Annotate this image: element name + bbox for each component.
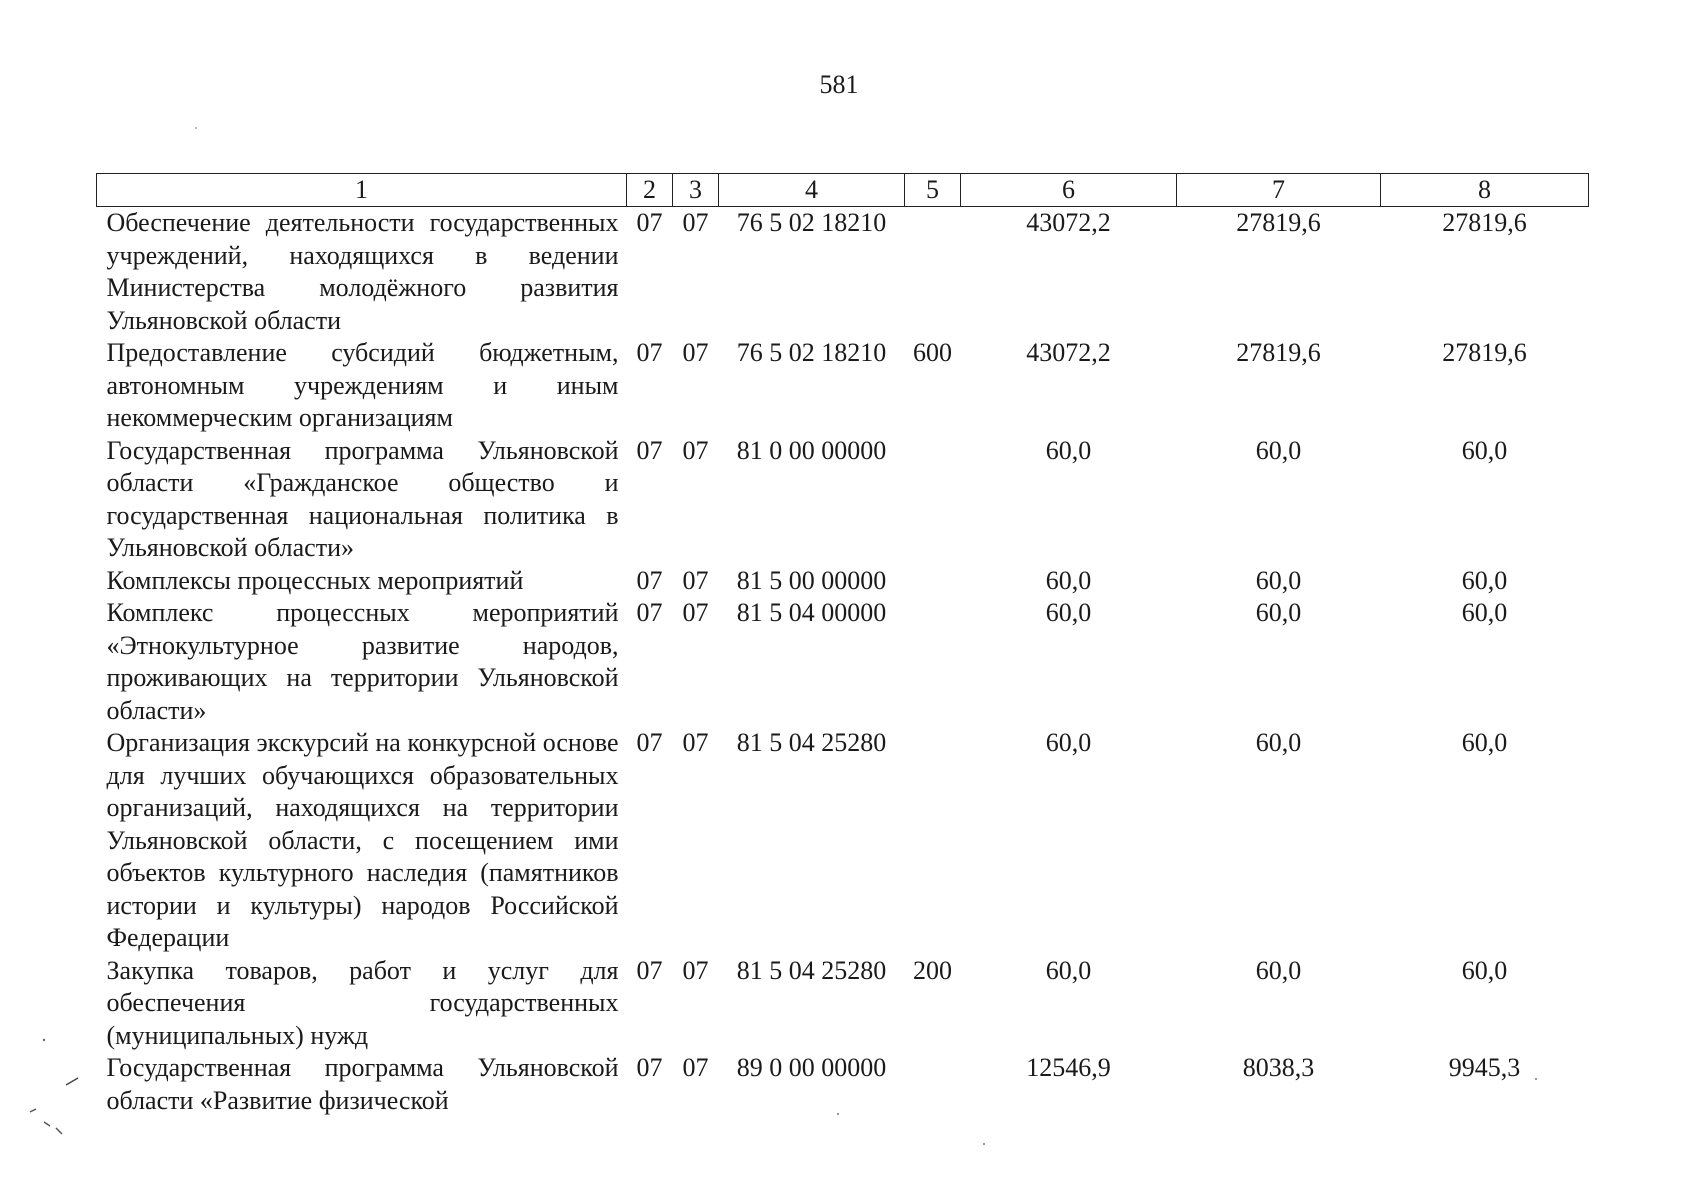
expense-type-code <box>905 1052 961 1117</box>
table-row <box>97 207 1589 338</box>
amount-col6: 60,0 <box>1045 728 1092 757</box>
item-name: Обеспечение деятельности государственных учреждений, находящихся в ведении Министерства молодёжного развития Ульяновской области <box>106 208 619 335</box>
target-article-code: 81 5 04 25280 <box>736 728 887 757</box>
amount-col7: 60,0 <box>1255 598 1302 627</box>
table-row <box>97 1052 1589 1117</box>
item-name: Комплекс процессных мероприятий «Этнокультурное развитие народов, проживающих на территории Ульяновской области» <box>106 598 619 725</box>
section-code: 07 <box>636 435 663 465</box>
amount-col7: 8038,3 <box>1242 1053 1315 1082</box>
column-header: 8 <box>1381 174 1589 207</box>
section-code: 07 <box>636 1053 663 1082</box>
amount-col7: 27819,6 <box>1236 338 1321 367</box>
amount-col6: 60,0 <box>1045 435 1092 465</box>
section-code: 07 <box>636 955 663 985</box>
column-header: 4 <box>719 174 905 207</box>
target-article-code: 76 5 02 18210 <box>736 338 887 367</box>
section-code: 07 <box>636 598 663 627</box>
item-name: Комплексы процессных мероприятий <box>106 565 524 595</box>
item-name: Закупка товаров, работ и услуг для обеспечения государственных (муниципальных) нужд <box>106 955 619 1050</box>
amount-col6: 43072,2 <box>1026 208 1111 237</box>
target-article-code: 76 5 02 18210 <box>736 208 887 237</box>
amount-col6: 60,0 <box>1045 955 1092 985</box>
amount-col8: 60,0 <box>1461 598 1508 627</box>
subsection-code: 07 <box>682 955 709 985</box>
amount-col8: 60,0 <box>1461 435 1508 465</box>
column-header: 2 <box>627 174 673 207</box>
table-row <box>97 565 1589 598</box>
amount-col8: 60,0 <box>1461 955 1508 985</box>
amount-col8: 60,0 <box>1461 565 1508 595</box>
amount-col7: 60,0 <box>1255 728 1302 757</box>
amount-col6: 60,0 <box>1045 598 1092 627</box>
section-code: 07 <box>636 208 663 237</box>
target-article-code: 81 0 00 00000 <box>736 435 887 465</box>
amount-col8: 9945,3 <box>1448 1053 1521 1082</box>
amount-col8: 27819,6 <box>1442 208 1527 237</box>
column-header: 3 <box>673 174 719 207</box>
target-article-code: 81 5 00 00000 <box>736 565 887 595</box>
subsection-code: 07 <box>682 1053 709 1082</box>
scan-speck <box>195 127 197 129</box>
subsection-code: 07 <box>682 565 709 595</box>
amount-col7: 27819,6 <box>1236 208 1321 237</box>
table-row <box>97 727 1589 955</box>
expense-type-code: 600 <box>913 338 952 367</box>
amount-col6: 60,0 <box>1045 565 1092 595</box>
amount-col7: 60,0 <box>1255 435 1302 465</box>
column-header: 7 <box>1177 174 1381 207</box>
table-row <box>97 597 1589 727</box>
expense-type-code <box>905 565 961 598</box>
scan-speck <box>44 1122 50 1126</box>
page-number: 581 <box>819 70 859 99</box>
scan-speck <box>56 1128 62 1134</box>
budget-table <box>96 173 1589 1117</box>
column-header: 1 <box>97 174 627 207</box>
subsection-code: 07 <box>682 598 709 627</box>
scan-speck <box>983 1143 985 1145</box>
table-row <box>97 955 1589 1053</box>
table-row <box>97 435 1589 565</box>
expense-type-code <box>905 435 961 565</box>
subsection-code: 07 <box>682 338 709 367</box>
amount-col7: 60,0 <box>1255 955 1302 985</box>
scan-speck <box>43 1039 45 1041</box>
item-name: Организация экскурсий на конкурсной основе для лучших обучающихся образовательных организаций, находящихся на территории Ульяновской области, с посещением ими объектов культурного наследия (памятников истории и культуры) народов Российской Федерации <box>106 728 619 952</box>
amount-col8: 27819,6 <box>1442 338 1527 367</box>
amount-col8: 60,0 <box>1461 728 1508 757</box>
subsection-code: 07 <box>682 435 709 465</box>
table-row <box>97 337 1589 435</box>
section-code: 07 <box>636 338 663 367</box>
subsection-code: 07 <box>682 208 709 237</box>
column-header: 6 <box>961 174 1177 207</box>
target-article-code: 81 5 04 00000 <box>736 598 887 627</box>
item-name: Предоставление субсидий бюджетным, автономным учреждениям и иным некоммерческим организациям <box>106 338 619 432</box>
item-name: Государственная программа Ульяновской области «Гражданское общество и государственная национальная политика в Ульяновской области» <box>106 435 619 562</box>
subsection-code: 07 <box>682 728 709 757</box>
column-header: 5 <box>905 174 961 207</box>
section-code: 07 <box>636 565 663 595</box>
scan-speck <box>30 1109 36 1112</box>
amount-col7: 60,0 <box>1255 565 1302 595</box>
scan-speck <box>66 1078 78 1085</box>
amount-col6: 12546,9 <box>1026 1053 1111 1082</box>
expense-type-code <box>905 207 961 338</box>
target-article-code: 81 5 04 25280 <box>736 955 887 985</box>
expense-type-code <box>905 597 961 727</box>
table-header-row <box>97 174 1589 207</box>
item-name: Государственная программа Ульяновской области «Развитие физической <box>106 1053 619 1115</box>
target-article-code: 89 0 00 00000 <box>736 1053 887 1082</box>
amount-col6: 43072,2 <box>1026 338 1111 367</box>
section-code: 07 <box>636 728 663 757</box>
expense-type-code <box>905 727 961 955</box>
expense-type-code: 200 <box>913 955 952 985</box>
